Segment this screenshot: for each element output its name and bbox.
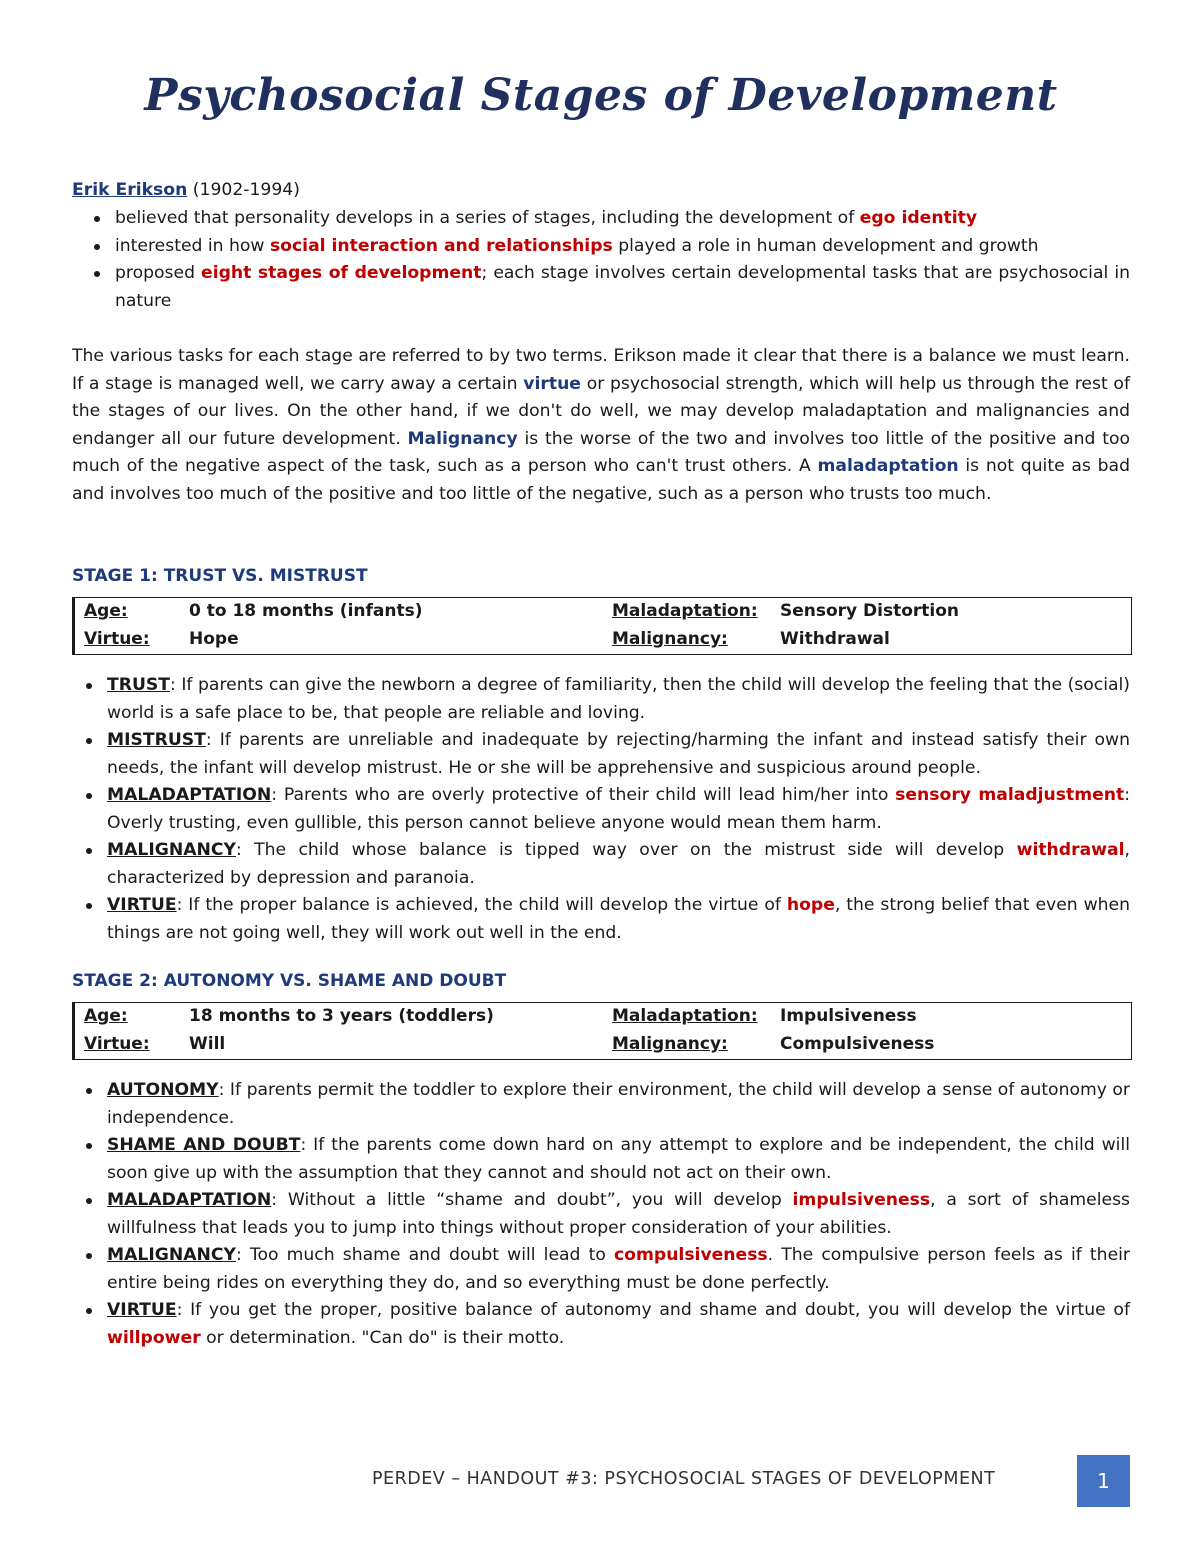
stage2-heading: STAGE 2: AUTONOMY VS. SHAME AND DOUBT <box>72 971 507 991</box>
stage1-info-table <box>72 597 1132 655</box>
emphasis-term: social interaction and relationships <box>269 235 613 256</box>
list-item: AUTONOMY: If parents permit the toddler to explore their environment, the child will develop a sense of autonomy or independence. <box>72 1077 1130 1132</box>
bullet-term: MISTRUST <box>107 730 206 750</box>
age-label: Age: <box>84 1006 128 1026</box>
virtue-label: Virtue: <box>84 629 150 649</box>
virtue-value: Hope <box>189 629 239 649</box>
stage1-heading: STAGE 1: TRUST VS. MISTRUST <box>72 566 368 586</box>
page-footer: PERDEV – HANDOUT #3: PSYCHOSOCIAL STAGES OF DEVELOPMENT <box>372 1469 996 1489</box>
list-item: MALADAPTATION: Without a little “shame and doubt”, you will develop impulsiveness, a sort of shameless willfulness that leads you to jump into things without proper consideration of your abilities. <box>72 1187 1130 1242</box>
list-item: MISTRUST: If parents are unreliable and inadequate by rejecting/harming the infant and instead satisfy their own needs, the infant will develop mistrust. He or she will be apprehensive and suspicious around people. <box>72 727 1130 782</box>
stage2-bullet-list <box>72 1077 1130 1352</box>
bullet-term: MALADAPTATION <box>107 1190 272 1210</box>
bullet-term: TRUST <box>107 675 171 695</box>
list-item: VIRTUE: If you get the proper, positive balance of autonomy and shame and doubt, you will develop the virtue of willpower or determination. "Can do" is their motto. <box>72 1297 1130 1352</box>
bullet-term: MALIGNANCY <box>107 1245 236 1265</box>
author-name: Erik Erikson <box>72 180 188 200</box>
age-value: 18 months to 3 years (toddlers) <box>189 1006 494 1026</box>
page-number: 1 <box>1077 1455 1130 1507</box>
list-item: MALIGNANCY: The child whose balance is tipped way over on the mistrust side will develop withdrawal, characterized by depression and paranoia. <box>72 837 1130 892</box>
intro-bullet-list <box>80 205 1130 315</box>
bullet-term: MALIGNANCY <box>107 840 236 860</box>
bullet-term: VIRTUE <box>107 895 177 915</box>
emphasis-term: ego identity <box>859 208 978 228</box>
maladaptation-label: Maladaptation: <box>612 1006 758 1026</box>
list-item: VIRTUE: If the proper balance is achieved, the child will develop the virtue of hope, the strong belief that even when things are not going well, they will work out well in the end. <box>72 892 1130 947</box>
document-title: Psychosocial Stages of Development <box>144 70 1058 121</box>
list-item: believed that personality develops in a series of stages, including the development of ego identity <box>80 205 1130 233</box>
age-label: Age: <box>84 601 128 621</box>
maladaptation-label: Maladaptation: <box>612 601 758 621</box>
list-item: MALADAPTATION: Parents who are overly protective of their child will lead him/her into sensory maladjustment: Overly trusting, even gullible, this person cannot believe anyone would mean them harm. <box>72 782 1130 837</box>
virtue-label: Virtue: <box>84 1034 150 1054</box>
emphasis-term: eight stages of development <box>201 263 482 283</box>
list-item: interested in how social interaction and relationships played a role in human development and growth <box>80 233 1130 261</box>
virtue-value: Will <box>189 1034 226 1054</box>
malignancy-label: Malignancy: <box>612 1034 728 1054</box>
list-item: SHAME AND DOUBT: If the parents come down hard on any attempt to explore and be independent, the child will soon give up with the assumption that they cannot and should not act on their own. <box>72 1132 1130 1187</box>
bullet-term: AUTONOMY <box>107 1080 219 1100</box>
malignancy-term: Malignancy <box>407 428 518 449</box>
maladaptation-term: maladaptation <box>817 456 959 476</box>
author-years: (1902-1994) <box>187 180 300 200</box>
stage1-bullet-list <box>72 672 1130 947</box>
list-item: MALIGNANCY: Too much shame and doubt will lead to compulsiveness. The compulsive person feels as if their entire being rides on everything they do, and so everything must be done perfectly. <box>72 1242 1130 1297</box>
age-value: 0 to 18 months (infants) <box>189 601 423 621</box>
malignancy-value: Withdrawal <box>780 629 890 649</box>
list-item: proposed eight stages of development; each stage involves certain developmental tasks that are psychosocial in nature <box>80 260 1130 315</box>
author-line <box>72 177 1130 205</box>
bullet-term: VIRTUE <box>107 1300 177 1320</box>
maladaptation-value: Impulsiveness <box>780 1006 917 1026</box>
maladaptation-value: Sensory Distortion <box>780 601 960 621</box>
virtue-term: virtue <box>523 373 581 394</box>
stage2-info-table <box>72 1002 1132 1060</box>
malignancy-value: Compulsiveness <box>780 1034 935 1054</box>
intro-paragraph: The various tasks for each stage are referred to by two terms. Erikson made it clear that there is a balance we must learn. If a stage is managed well, we carry away a certain virtue or psychosocial strength, which will help us through the rest of the stages of our lives. On the other hand, if we don't do well, we may develop maladaptation and malignancies and endanger all our future development. Malignancy is the worse of the two and involves too little of the positive and too much of the negative aspect of the task, such as a person who can't trust others. A maladaptation is not quite as bad and involves too much of the positive and too little of the negative, such as a person who trusts too much. <box>72 346 1130 504</box>
bullet-term: SHAME AND DOUBT <box>107 1135 301 1155</box>
list-item: TRUST: If parents can give the newborn a degree of familiarity, then the child will develop the feeling that the (social) world is a safe place to be, that people are reliable and loving. <box>72 672 1130 727</box>
bullet-term: MALADAPTATION <box>107 785 272 805</box>
malignancy-label: Malignancy: <box>612 629 728 649</box>
